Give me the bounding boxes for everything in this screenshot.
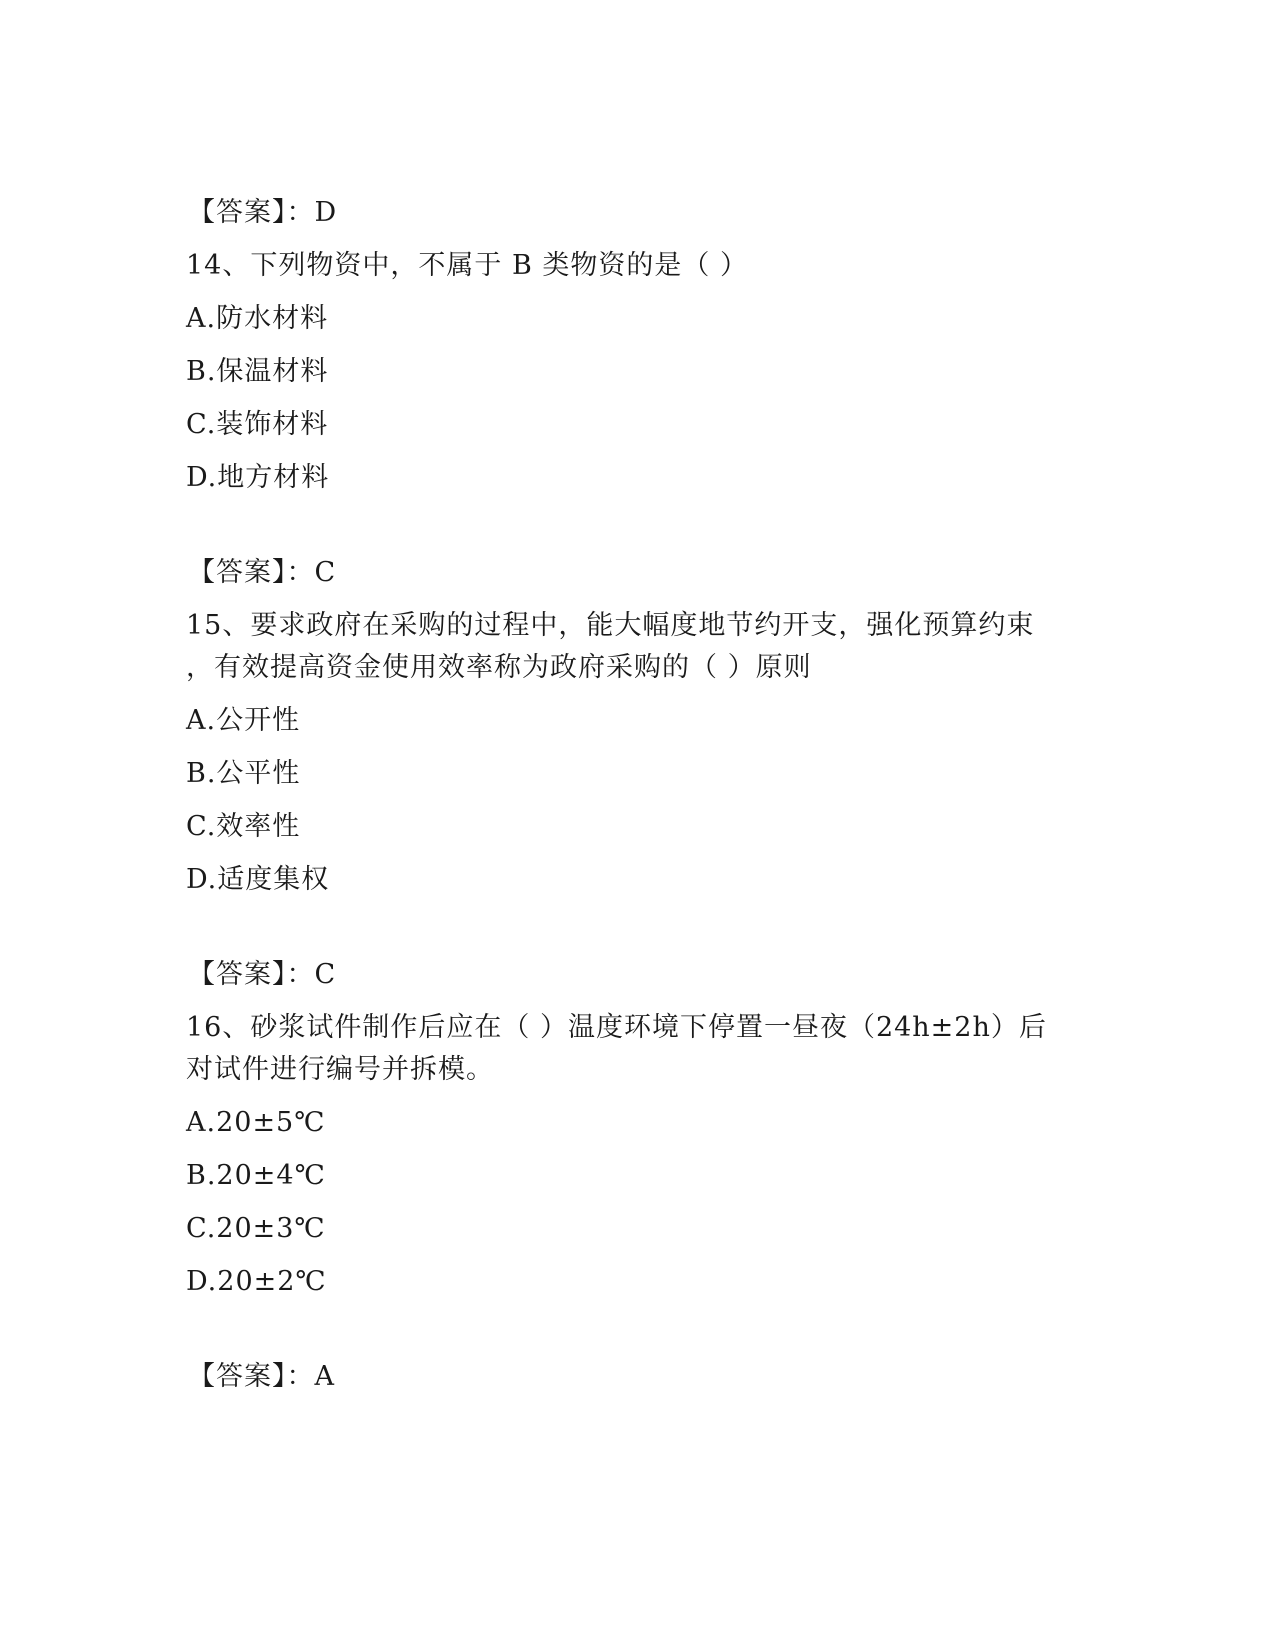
- question-15-option-a: A.公开性: [186, 705, 301, 736]
- question-16-option-d: D.20±2℃: [186, 1266, 327, 1297]
- question-16-option-a: A.20±5℃: [186, 1107, 326, 1138]
- question-16-text-line2: 对试件进行编号并拆模。: [186, 1054, 494, 1085]
- question-14-answer: 【答案】：C: [188, 557, 337, 588]
- question-16-answer: 【答案】：A: [188, 1361, 335, 1392]
- question-14-text: 14、下列物资中，不属于 B 类物资的是（ ）: [186, 250, 748, 281]
- answer-label: 【答案】：D: [188, 197, 338, 228]
- question-14-option-b: B.保温材料: [186, 356, 329, 387]
- question-14-option-d: D.地方材料: [186, 462, 330, 493]
- question-16-option-b: B.20±4℃: [186, 1160, 326, 1191]
- question-14-option-c: C.装饰材料: [186, 409, 329, 440]
- question-15-option-b: B.公平性: [186, 758, 301, 789]
- question-15-option-c: C.效率性: [186, 811, 301, 842]
- question-15-text-line2: ，有效提高资金使用效率称为政府采购的（ ）原则: [186, 652, 812, 683]
- question-15-answer: 【答案】：C: [188, 959, 337, 990]
- question-16-option-c: C.20±3℃: [186, 1213, 326, 1244]
- question-16-text-line1: 16、砂浆试件制作后应在（ ）温度环境下停置一昼夜（24h±2h）后: [186, 1012, 1047, 1043]
- question-15-text-line1: 15、要求政府在采购的过程中，能大幅度地节约开支，强化预算约束: [186, 610, 1035, 641]
- question-15-option-d: D.适度集权: [186, 864, 330, 895]
- question-14-option-a: A.防水材料: [186, 303, 329, 334]
